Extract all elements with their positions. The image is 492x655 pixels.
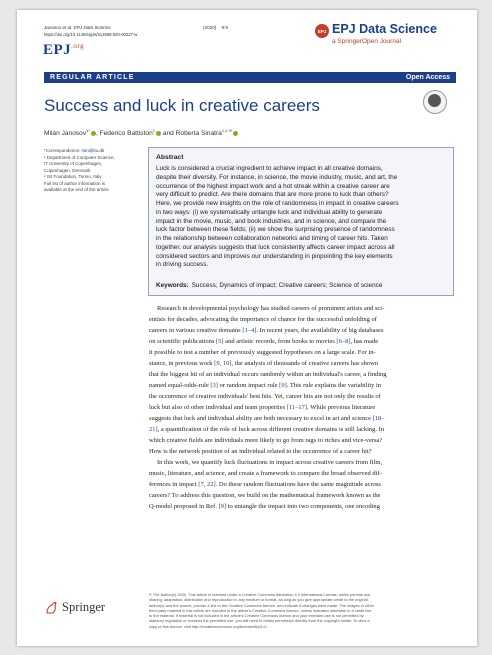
affiliation-line: ² ISI Foundation, Torino, Italy xyxy=(44,174,102,179)
body-text-run: the occurrence of creative individuals' best hits. Yet, career hits are not only the results of xyxy=(149,393,381,400)
affiliation-line: Copenhagen, Denmark xyxy=(44,167,91,173)
citation-year-volume: (2020) 9:9 xyxy=(203,25,228,30)
epj-logo-main: EPJ xyxy=(43,42,72,58)
body-text-run: to untangle the impact into two components, one encoding xyxy=(226,503,380,510)
body-text-run: named equal-odds-rule xyxy=(149,382,211,389)
affiliation-line: Full list of author information is xyxy=(44,180,106,186)
body-text-run: or random impact rule xyxy=(217,382,280,389)
open-access-label: Open Access xyxy=(405,73,450,81)
citation-link[interactable]: [9, 10] xyxy=(214,360,232,367)
body-text-run: ferences in impact xyxy=(149,481,199,488)
keywords-text: Success; Dynamics of impact; Creative careers; Science of science xyxy=(191,282,383,289)
body-text-run: . Do these random fluctuations have the same magnitude across xyxy=(215,481,381,488)
body-text-run: Q-model proposed in Ref. xyxy=(149,503,219,510)
doi-link[interactable] xyxy=(44,32,137,37)
body-line xyxy=(149,413,455,424)
article-type: REGULAR ARTICLE xyxy=(50,73,135,81)
body-text-run: , has made xyxy=(350,338,379,345)
keywords-label: Keywords: xyxy=(156,282,189,289)
body-line xyxy=(149,380,455,391)
abstract-line: in driving success. xyxy=(156,261,209,269)
author-name: Milán Janosov xyxy=(44,130,87,138)
body-line xyxy=(149,325,455,336)
body-line xyxy=(149,402,455,413)
epj-org-logo xyxy=(43,42,84,59)
citation-link[interactable]: [18– xyxy=(372,415,385,422)
license-line: to the material. If material is not included in the article's Creative Commons licence and your intended use is not permitted by xyxy=(149,613,364,619)
orcid-icon[interactable] xyxy=(233,131,238,136)
body-line xyxy=(149,336,455,347)
abstract-line: luck factor between these fields; (ii) we show the surprising presence of randomness xyxy=(156,226,395,234)
body-text-run: , the analysis of thousands of creative careers has shown xyxy=(231,360,379,367)
crossmark-inner-icon xyxy=(428,94,441,107)
body-text-run: suggests that luck and individual ability are both necessary to excel in art and science xyxy=(149,415,373,422)
body-text xyxy=(149,303,455,512)
body-text-run: . This rule explains the variability in xyxy=(286,382,382,389)
author-name: , Federico Battiston xyxy=(95,130,153,138)
citation-link[interactable]: [9] xyxy=(218,503,227,510)
body-text-run: How is the network position of an individual related to the occurrence of a career hit? xyxy=(149,448,372,455)
body-line xyxy=(149,369,455,380)
license-line: third party material in this article are included in the article's Creative Commons licence, unless indicated otherwise in a credit line xyxy=(149,607,372,613)
citation-link[interactable]: [7, 22] xyxy=(198,481,216,488)
journal-subtitle: a SpringerOpen Journal xyxy=(332,38,402,45)
body-text-run: stance, in previous work xyxy=(149,360,215,367)
body-line xyxy=(149,446,455,457)
body-text-run: careers in various creative domains xyxy=(149,327,243,334)
body-line xyxy=(149,490,455,501)
body-text-run: on scientific publications xyxy=(149,338,216,345)
affiliations xyxy=(44,148,142,194)
abstract-line: despite their diversity. For instance, in science, the movie industry, music, and art, the xyxy=(156,173,398,181)
body-text-run: luck but also of other individual and team properties xyxy=(149,404,287,411)
epj-logo-suffix: .org xyxy=(71,42,85,50)
crossmark-icon[interactable] xyxy=(423,90,447,114)
abstract-line: together, our analysis suggests that luck consistently affects career impact across all xyxy=(156,243,395,251)
body-text-run: it possible to test a number of previously suggested hypotheses on a large scale. For in- xyxy=(149,349,376,356)
article-title: Success and luck in creative careers xyxy=(44,96,320,115)
citation-authors: Janosov et al. xyxy=(44,25,73,30)
body-text-run: Research in developmental psychology has studied careers of prominent artists and sci- xyxy=(157,305,385,312)
citation-link[interactable]: [5] xyxy=(215,338,224,345)
body-line xyxy=(149,314,455,325)
abstract-line: occurrence of the highest impact work and a hot streak within a creative career are xyxy=(156,182,390,190)
abstract-heading: Abstract xyxy=(156,154,184,161)
author-name: and Roberta Sinatra xyxy=(160,130,222,138)
body-line xyxy=(149,468,455,479)
abstract-line: in two ways: (i) we systematically untangle luck and individual ability to generate xyxy=(156,208,383,216)
paper-page xyxy=(17,10,477,646)
abstract-line: Here, we provide new insights on the role of randomness in impact in creative careers xyxy=(156,200,399,207)
citation-link[interactable]: [3] xyxy=(210,382,218,389)
springer-horse-icon xyxy=(44,600,59,615)
body-text-run: music, literature, and science, and create a framework to compare the broad observed dif- xyxy=(149,470,382,477)
body-line xyxy=(149,479,455,490)
license-line: © The Author(s) 2020. This article is licensed under a Creative Commons Attribution 4.0 International License, which permits use, xyxy=(149,592,372,597)
abstract-line: very difficult to predict. Are there domains that are more prone to luck than others? xyxy=(156,191,389,199)
citation-link[interactable]: 21] xyxy=(149,426,158,433)
license-line: sharing, adaptation, distribution and reproduction in any medium or format, as long as you give appropriate credit to the original xyxy=(149,597,368,603)
license-line: author(s) and the source, provide a link to the Creative Commons licence, and indicate if changes were made. The images or other xyxy=(149,602,375,608)
body-text-run: entists for decades, advocating the importance of chance for the successful unfolding of xyxy=(149,316,377,323)
body-text-run: which creative fields are individuals more likely to go from rags to riches and vice-versa? xyxy=(149,437,383,444)
body-text-run: careers? To address this question, we build on the mathematical framework known as the xyxy=(149,492,381,499)
body-line xyxy=(149,303,455,314)
journal-name: EPJ Data Science xyxy=(332,22,437,36)
license-line: statutory regulation or exceeds the permitted use, you will need to obtain permission directly from the copyright holder. To view a xyxy=(149,618,370,624)
body-text-run: . In recent years, the availability of big databases xyxy=(256,327,384,334)
citation-link[interactable]: [1–4] xyxy=(242,327,257,334)
body-text-run: In this work, we quantify luck fluctuations in impact across creative careers from film, xyxy=(157,459,383,466)
abstract-body xyxy=(156,165,446,270)
author-list xyxy=(44,128,238,137)
doi-text: https://doi.org/10.1140/epjds/s13688-020-00227-w xyxy=(44,32,138,37)
citation-journal: EPJ Data Science xyxy=(73,25,111,30)
abstract-line: in the relationship between collaboration networks and timing of career hits. Taken xyxy=(156,235,388,242)
article-type-banner xyxy=(44,72,456,83)
citation-link[interactable]: [11–17] xyxy=(286,404,308,411)
epj-logo-icon xyxy=(315,24,329,38)
license-text xyxy=(149,592,455,629)
affiliation-line: IT University of Copenhagen, xyxy=(44,161,103,166)
body-text-run: , a quantification of the role of luck across different creative domains is still lacking. In xyxy=(157,426,385,433)
body-line xyxy=(149,358,455,369)
abstract-line: Luck is considered a crucial ingredient to achieve impact in all creative domains, xyxy=(156,165,383,172)
epj-logo-mark: EPJ xyxy=(317,29,327,34)
body-line xyxy=(149,391,455,402)
citation-header xyxy=(44,25,111,32)
citation-link[interactable]: [9] xyxy=(279,382,287,389)
correspondence-label: *Correspondence: xyxy=(44,148,82,153)
affiliation-line: ¹ Department of Computer Science, xyxy=(44,154,115,160)
body-line xyxy=(149,501,455,512)
affiliation-line: available at the end of the article xyxy=(44,187,109,192)
correspondence xyxy=(44,148,142,154)
author-affil-mark: 1 xyxy=(152,128,155,133)
citation-link[interactable]: [6–8] xyxy=(336,338,351,345)
body-text-run: that the biggest hit of an individual occurs randomly within an individual's career, a finding xyxy=(149,371,387,378)
abstract-line: considered sectors and improves our understanding in pinpointing the key elements xyxy=(156,252,393,260)
body-line xyxy=(149,424,455,435)
license-line: copy of this licence, visit http://creativecommons.org/licenses/by/4.0/. xyxy=(149,623,268,629)
author-affil-mark: 1* xyxy=(86,128,90,133)
publisher-name: Springer xyxy=(62,600,106,614)
body-text-run: and artistic records, from books to movies xyxy=(223,338,337,345)
author-affil-mark: 1,2,3* xyxy=(221,128,233,133)
body-line xyxy=(149,457,455,468)
body-line xyxy=(149,435,455,446)
correspondence-email[interactable]: rsin@itu.dk xyxy=(81,148,105,153)
keywords xyxy=(156,282,382,289)
body-line xyxy=(149,347,455,358)
abstract-line: impact in the movie, music, and book industries, and in science, and compare the xyxy=(156,217,387,225)
abstract-box xyxy=(148,147,454,296)
body-text-run: . While previous literature xyxy=(307,404,376,411)
